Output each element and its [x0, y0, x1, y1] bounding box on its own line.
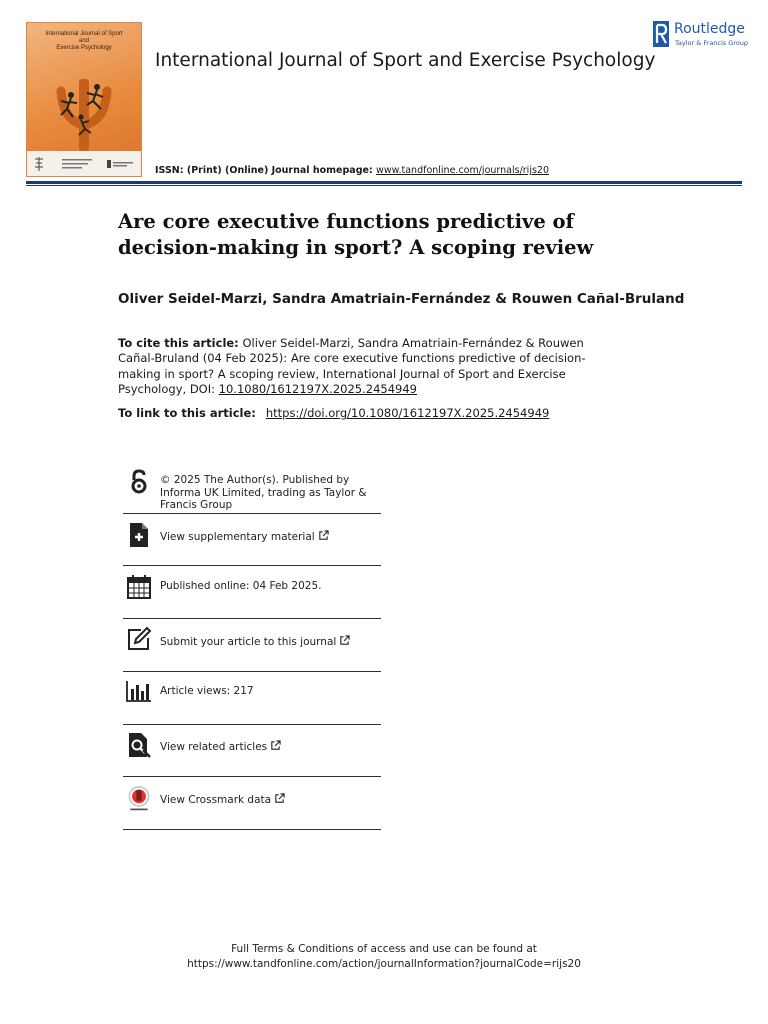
citation-block	[118, 336, 608, 398]
related-search-icon	[126, 732, 152, 758]
info-divider	[123, 776, 381, 777]
published-row	[123, 573, 381, 613]
bar-chart-icon	[126, 679, 152, 705]
open-access-icon	[126, 469, 152, 495]
publisher-name: Routledge	[674, 21, 745, 37]
footer-terms	[0, 942, 768, 972]
issn-prefix: ISSN: (Print) (Online) Journal homepage:	[155, 165, 377, 176]
published-date: Published online: 04 Feb 2025.	[160, 580, 322, 592]
cite-text: Oliver Seidel-Marzi, Sandra Amatriain-Fernández & Rouwen Cañal-Bruland (04 Feb 2025): Are core executive functions predictive of decision-making in sport? A scoping review, International Journal of Sport and Exercise Psychology, DOI:	[118, 336, 586, 397]
journal-title: International Journal of Sport and Exercise Psychology	[155, 50, 656, 71]
copyright-text: © 2025 The Author(s). Published by Informa UK Limited, trading as Taylor & Francis Group	[160, 474, 367, 511]
open-access-row	[123, 468, 381, 512]
cover-title: International Journal of Sport and Exercise Psychology	[45, 31, 123, 51]
info-divider	[123, 513, 381, 514]
supplementary-link[interactable]: View supplementary material	[160, 530, 329, 544]
supplementary-row[interactable]	[123, 520, 381, 560]
cover-footer	[27, 151, 141, 176]
crossmark-icon	[126, 786, 152, 812]
cite-label: To cite this article:	[118, 336, 239, 350]
header-rule	[26, 181, 742, 184]
info-divider	[123, 724, 381, 725]
article-title: Are core executive functions predictive of decision-making in sport? A scoping review	[118, 210, 594, 259]
calendar-icon	[126, 574, 152, 600]
article-views: Article views: 217	[160, 685, 254, 697]
related-articles-link[interactable]: View related articles	[160, 740, 281, 754]
external-link-icon	[339, 635, 350, 646]
article-doi-link[interactable]: https://doi.org/10.1080/1612197X.2025.2454949	[265, 406, 550, 420]
issn-line	[155, 165, 549, 176]
footer-terms-link[interactable]: https://www.tandfonline.com/action/journalInformation?journalCode=rijs20	[187, 958, 581, 970]
article-authors: Oliver Seidel-Marzi, Sandra Amatriain-Fernández & Rouwen Cañal-Bruland	[118, 291, 685, 307]
footer-line-1: Full Terms & Conditions of access and use can be found at	[231, 943, 537, 955]
header-rule-thin	[26, 185, 742, 186]
info-divider	[123, 829, 381, 830]
external-link-icon	[274, 793, 285, 804]
edit-pencil-icon	[126, 626, 152, 652]
publisher-subtitle: Taylor & Francis Group	[675, 39, 749, 47]
cite-doi-link[interactable]: 10.1080/1612197X.2025.2454949	[218, 382, 417, 397]
journal-homepage-link[interactable]: www.tandfonline.com/journals/rijs20	[376, 165, 549, 176]
external-link-icon	[318, 530, 329, 541]
info-divider	[123, 671, 381, 672]
supplementary-file-icon	[126, 522, 152, 548]
article-link-line	[118, 406, 549, 420]
journal-cover	[26, 22, 142, 177]
submit-row[interactable]	[123, 625, 381, 665]
related-row[interactable]	[123, 731, 381, 771]
info-divider	[123, 565, 381, 566]
psi-figure-illustration	[49, 73, 119, 153]
info-divider	[123, 618, 381, 619]
crossmark-row[interactable]	[123, 784, 381, 824]
submit-article-link[interactable]: Submit your article to this journal	[160, 635, 350, 649]
views-row	[123, 678, 381, 718]
crossmark-link[interactable]: View Crossmark data	[160, 793, 285, 807]
link-label: To link to this article:	[118, 406, 260, 420]
external-link-icon	[270, 740, 281, 751]
routledge-r-icon	[652, 20, 670, 48]
